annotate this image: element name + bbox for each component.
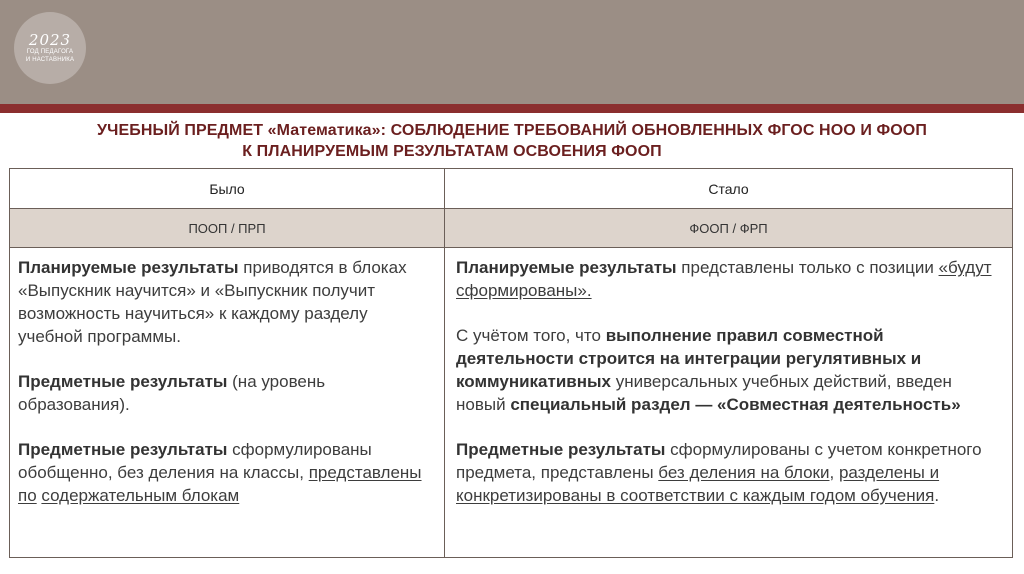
was-p2-bold: Предметные результаты <box>18 372 228 391</box>
was-p3-text: сформулированы обобщенно, без деления на классы, <box>18 440 372 482</box>
became-paragraph-1 <box>456 256 1004 302</box>
became-p3-bold: Предметные результаты <box>456 440 666 459</box>
was-paragraph-3 <box>18 438 436 507</box>
logo-year: 2023 <box>28 31 72 49</box>
was-paragraph-2 <box>18 370 436 416</box>
became-p2-bold-2: специальный раздел — «Совместная деятельность» <box>510 395 961 414</box>
became-p1-text: представлены только с позиции <box>676 258 939 277</box>
title-line-1: УЧЕБНЫЙ ПРЕДМЕТ «Математика»: СОБЛЮДЕНИЕ ТРЕБОВАНИЙ ОБНОВЛЕННЫХ ФГОС НОО И ФООП <box>97 122 927 139</box>
logo-line-2: И НАСТАВНИКА <box>25 57 75 63</box>
cell-became <box>445 248 1013 558</box>
year-of-teacher-logo <box>14 12 86 84</box>
header-became: Стало <box>445 169 1013 209</box>
comparison-table <box>9 168 1013 558</box>
table-subheader-row <box>10 209 1013 248</box>
title-line-2: К ПЛАНИРУЕМЫМ РЕЗУЛЬТАТАМ ОСВОЕНИЯ ФООП <box>242 143 662 160</box>
subheader-poop-prp: ПООП / ПРП <box>10 209 445 248</box>
was-p2-text: (на уровень образования). <box>18 372 326 414</box>
became-p1-bold: Планируемые результаты <box>456 258 677 277</box>
was-p3-bold: Предметные результаты <box>18 440 228 459</box>
became-p2-bold-1: выполнение правил совместной деятельности строится на интеграции регулятивных и коммуникативных <box>456 326 922 391</box>
was-p1-text: приводятся в блоках «Выпускник научится» и «Выпускник получит возможность научиться» к каждому разделу учебной программы. <box>18 258 407 346</box>
subheader-foop-frp: ФООП / ФРП <box>445 209 1013 248</box>
was-p1-bold: Планируемые результаты <box>18 258 239 277</box>
became-p3-end: . <box>934 486 940 505</box>
table-body-row <box>10 248 1013 558</box>
slide-title <box>0 120 1024 162</box>
logo-line-1: ГОД ПЕДАГОГА <box>26 49 74 55</box>
became-paragraph-2 <box>456 324 1004 416</box>
was-paragraph-1 <box>18 256 436 348</box>
header-bar <box>0 0 1024 104</box>
became-p3-underlined-2: разделены и конкретизированы в соответствии с каждым годом обучения <box>456 463 940 505</box>
became-p3-comma: , <box>829 463 839 482</box>
became-paragraph-3 <box>456 438 1004 507</box>
was-p3-underlined-1: представлены по <box>18 463 422 505</box>
cell-was <box>10 248 445 558</box>
table-header-row <box>10 169 1013 209</box>
header-was: Было <box>10 169 445 209</box>
became-p3-underlined-1: без деления на блоки <box>658 463 830 482</box>
became-p3-text: сформулированы с учетом конкретного предмета, представлены <box>456 440 982 482</box>
header-accent-line <box>0 104 1024 113</box>
became-p2-text-2: универсальных учебных действий, введен новый <box>456 372 952 414</box>
became-p2-text-1: С учётом того, что <box>456 326 606 345</box>
became-p1-underlined: «будут сформированы». <box>456 258 992 300</box>
was-p3-underlined-2: содержательным блокам <box>41 486 240 505</box>
